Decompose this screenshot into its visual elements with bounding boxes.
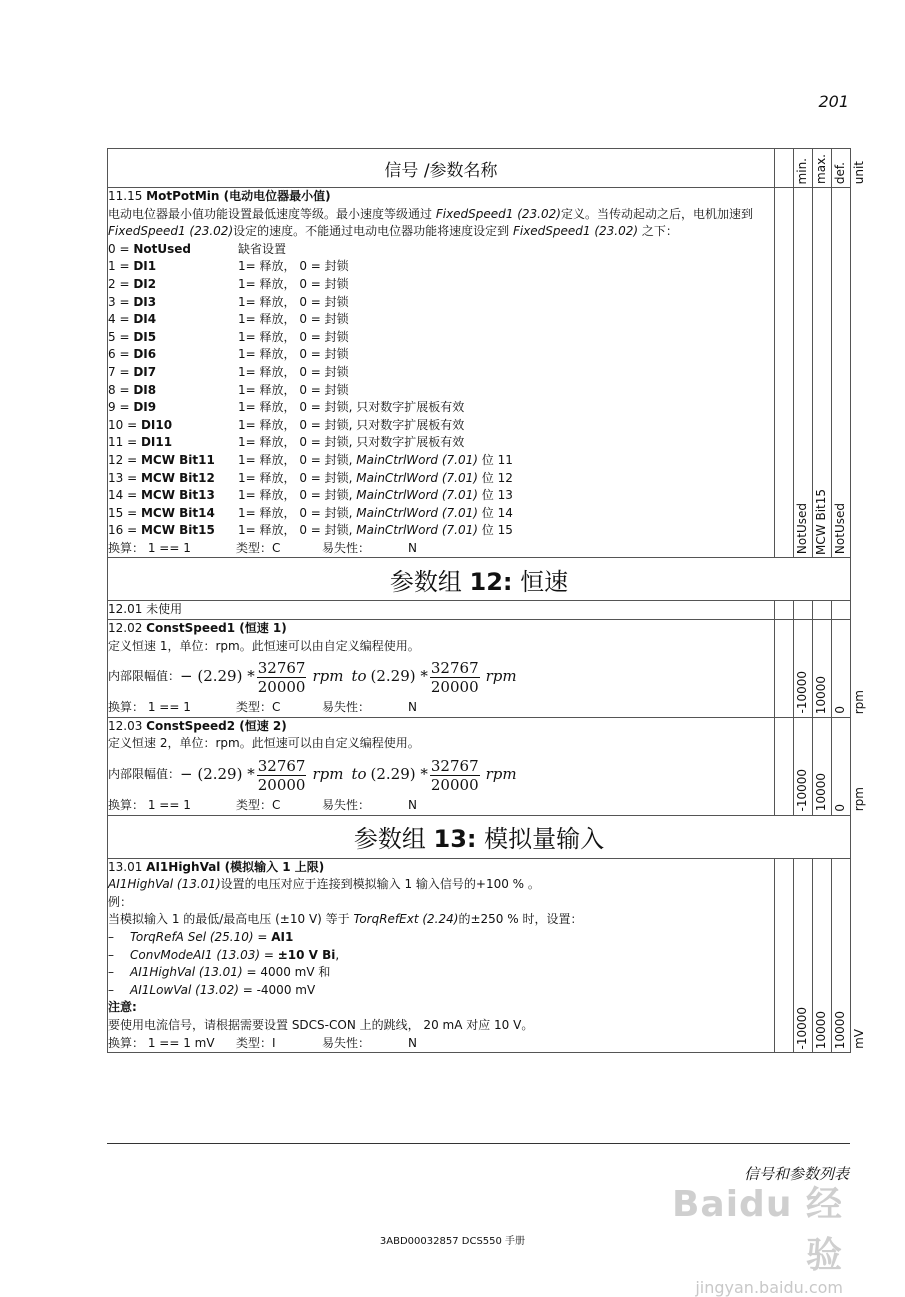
param-name: ConstSpeed1 <box>146 621 236 636</box>
limit-formula: 内部限幅值： − (2.29) * $\frac{32767}{20000}$ rpm to (2.29) * $\frac{32767}{20000}$ rpm <box>108 658 517 696</box>
table-header-row <box>108 149 851 188</box>
option-list <box>108 241 774 540</box>
param-description <box>108 858 775 1053</box>
option-item: 5 = DI5 1= 释放， 0 = 封锁 <box>108 329 349 344</box>
param-description <box>108 620 775 718</box>
example-text: 当模拟输入 1 的最低/最高电压 (±10 V) 等于 TorqRefExt (2.24)的±250 % 时，设置： <box>108 912 583 927</box>
watermark <box>643 1176 843 1297</box>
max-value: 10000 <box>814 675 828 714</box>
option-item: 6 = DI6 1= 释放， 0 = 封锁 <box>108 347 349 362</box>
col-header-unit: unit <box>852 160 866 184</box>
col-header-max: max. <box>814 154 828 184</box>
conversion-line: 换算： 1 == 1 类型：C 易失性： N <box>108 700 417 715</box>
def-value: 10000 <box>833 1010 847 1050</box>
bullet-item: – TorqRefA Sel (25.10) = AI1 <box>108 930 294 944</box>
group-header-12 <box>108 558 851 601</box>
footer-manual-id: 3ABD00032857 DCS550 手册 <box>379 1236 526 1247</box>
param-text: 定义恒速 2，单位：rpm。此恒速可以由自定义编程使用。 <box>108 736 420 751</box>
watermark-url: jingyan.baidu.com <box>695 1278 843 1297</box>
page-number: 201 <box>818 92 849 111</box>
bullet-list <box>108 929 774 999</box>
parameter-table <box>107 148 866 1053</box>
option-item: 13 = MCW Bit12 1= 释放， 0 = 封锁, MainCtrlWord (7.01) 位 12 <box>108 470 513 485</box>
option-item: 9 = DI9 1= 释放， 0 = 封锁, 只对数字扩展板有效 <box>108 400 465 415</box>
option-item: 4 = DI4 1= 释放， 0 = 封锁 <box>108 312 349 327</box>
group-header-13 <box>108 815 851 858</box>
min-value: -10000 <box>795 1006 809 1050</box>
table-header-title: 信号 /参数名称 <box>108 149 775 188</box>
option-item: 10 = DI10 1= 释放， 0 = 封锁, 只对数字扩展板有效 <box>108 417 465 432</box>
max-value: MCW Bit15 <box>814 488 828 555</box>
option-item: 16 = MCW Bit15 1= 释放， 0 = 封锁, MainCtrlWord (7.01) 位 15 <box>108 523 513 538</box>
param-row-12-02 <box>108 620 851 718</box>
note-title: 注意: <box>108 1000 137 1015</box>
option-item: 8 = DI8 1= 释放， 0 = 封锁 <box>108 382 349 397</box>
conversion-line: 换算： 1 == 1 类型：C 易失性： N <box>108 798 417 813</box>
option-item: 12 = MCW Bit11 1= 释放， 0 = 封锁, MainCtrlWord (7.01) 位 11 <box>108 452 513 467</box>
group-title: 参数组 12: 恒速 <box>108 558 851 601</box>
param-heading: 11.15 MotPotMin (电动电位器最小值) <box>108 189 331 203</box>
example-label: 例： <box>108 894 133 909</box>
min-value: NotUsed <box>795 503 809 555</box>
col-header-def: def. <box>833 161 847 184</box>
option-item: 15 = MCW Bit14 1= 释放， 0 = 封锁, MainCtrlWord (7.01) 位 14 <box>108 505 513 520</box>
def-value: NotUsed <box>833 503 847 555</box>
param-name: MotPotMin <box>146 189 220 203</box>
param-heading: 12.03 ConstSpeed2 (恒速 2) <box>108 718 287 733</box>
bullet-item: – AI1LowVal (13.02) = -4000 mV <box>108 982 316 997</box>
param-row-12-03 <box>108 717 851 815</box>
min-value: -10000 <box>795 671 809 714</box>
note-text: 要使用电流信号，请根据需要设置 SDCS-CON 上的跳线， 20 mA 对应 10 V。 <box>108 1017 534 1032</box>
param-description <box>108 188 775 558</box>
conversion-line: 换算： 1 == 1 类型：C 易失性： N <box>108 540 417 555</box>
param-heading: 12.02 ConstSpeed1 (恒速 1) <box>108 621 287 636</box>
option-item: 14 = MCW Bit13 1= 释放， 0 = 封锁, MainCtrlWord (7.01) 位 13 <box>108 488 513 503</box>
bullet-item: – ConvModeAI1 (13.03) = ±10 V Bi, <box>108 947 340 962</box>
def-value: 0 <box>833 706 847 714</box>
param-name: ConstSpeed2 <box>146 718 236 733</box>
group-title: 参数组 13: 模拟量输入 <box>108 815 851 858</box>
param-text: 电动电位器最小值功能设置最低速度等级。最小速度等级通过 FixedSpeed1 (23.02)定义。当传动起动之后，电机加速到 FixedSpeed1 (23.02)设定的速度。不能通过电动电位器功能将速度设定到 FixedSpeed1 (23.02) 之下： <box>108 206 753 239</box>
unit-value: mV <box>852 1029 866 1050</box>
param-row-11-15 <box>108 188 851 558</box>
param-text: 定义恒速 1，单位：rpm。此恒速可以由自定义编程使用。 <box>108 638 420 653</box>
min-value: -10000 <box>795 769 809 812</box>
bullet-item: – AI1HighVal (13.01) = 4000 mV 和 <box>108 965 331 980</box>
param-row-13-01 <box>108 858 851 1053</box>
option-item: 3 = DI3 1= 释放， 0 = 封锁 <box>108 294 349 309</box>
watermark-logo: Baidu 经验 <box>671 1184 843 1276</box>
param-description <box>108 717 775 815</box>
option-item: 1 = DI1 1= 释放， 0 = 封锁 <box>108 259 349 274</box>
option-item: 11 = DI11 1= 释放， 0 = 封锁, 只对数字扩展板有效 <box>108 435 465 450</box>
max-value: 10000 <box>814 1010 828 1050</box>
unit-value: rpm <box>852 689 866 714</box>
max-value: 10000 <box>814 773 828 812</box>
conversion-line: 换算： 1 == 1 mV 类型：I 易失性： N <box>108 1035 417 1050</box>
footer-divider <box>107 1143 850 1144</box>
option-item: 7 = DI7 1= 释放， 0 = 封锁 <box>108 364 349 379</box>
def-value: 0 <box>833 803 847 812</box>
option-item: 0 = NotUsed 缺省设置 <box>108 241 287 256</box>
param-heading: 13.01 AI1HighVal (模拟输入 1 上限) <box>108 859 325 874</box>
col-header-min: min. <box>795 157 809 184</box>
option-item: 2 = DI2 1= 释放， 0 = 封锁 <box>108 276 349 291</box>
footer-section-title: 信号和参数列表 <box>743 1165 849 1183</box>
param-name: AI1HighVal <box>146 859 221 874</box>
param-row-12-01 <box>108 601 851 620</box>
param-description: 12.01 未使用 <box>108 601 775 620</box>
limit-formula: 内部限幅值： − (2.29) * $\frac{32767}{20000}$ rpm to (2.29) * $\frac{32767}{20000}$ rpm <box>108 756 517 794</box>
param-text: AI1HighVal (13.01)设置的电压对应于连接到模拟输入 1 输入信号的+100 % 。 <box>108 877 540 892</box>
unit-value: rpm <box>852 787 866 812</box>
